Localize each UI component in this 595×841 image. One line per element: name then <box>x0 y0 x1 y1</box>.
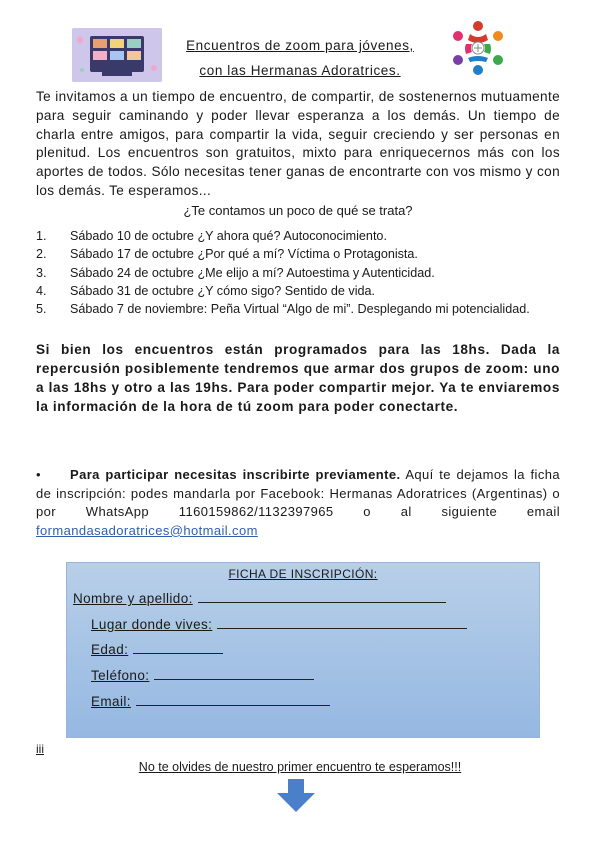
age-field[interactable] <box>91 641 223 657</box>
people-circle-logo <box>448 18 508 78</box>
phone-field[interactable] <box>91 667 314 683</box>
list-item-number: 5. <box>36 302 47 317</box>
place-line[interactable] <box>217 616 467 629</box>
name-label: Nombre y apellido: <box>73 591 193 606</box>
title-line-2: con las Hermanas Adoratrices. <box>199 63 401 78</box>
form-title: FICHA DE INSCRIPCIÓN: <box>228 567 378 581</box>
participation-text: Aquí te dejamos la ficha de inscripción: podes mandarla por Facebook: Hermanas Adoratrices (Argentinas) o por WhatsApp 1160159862/1132397965 o al siguiente email <box>36 467 560 520</box>
list-item-number: 2. <box>36 247 47 262</box>
down-arrow-icon <box>277 779 315 812</box>
list-item-text: Sábado 31 de octubre ¿Y cómo sigo? Sentido de vida. <box>70 283 376 298</box>
schedule-list <box>36 227 560 318</box>
email-label: Email: <box>91 694 131 709</box>
bullet: • <box>36 467 41 482</box>
reminder-text: No te olvides de nuestro primer encuentro te esperamos!!! <box>138 760 462 774</box>
email-field[interactable] <box>91 693 330 709</box>
list-item-number: 4. <box>36 283 47 298</box>
list-item-text: Sábado 17 de octubre ¿Por qué a mí? Víctima o Protagonista. <box>70 247 418 262</box>
name-line[interactable] <box>198 590 446 603</box>
title-line-1: Encuentros de zoom para jóvenes, <box>186 38 414 53</box>
video-call-illustration <box>72 28 162 82</box>
list-item <box>36 282 560 300</box>
list-item-text: Sábado 7 de noviembre: Peña Virtual “Algo de mi”. Desplegando mi potencialidad. <box>70 302 530 317</box>
age-line[interactable] <box>133 641 223 654</box>
participation-lead: Para participar necesitas inscribirte previamente. <box>70 467 401 482</box>
list-item <box>36 227 560 245</box>
list-item <box>36 300 560 318</box>
place-field[interactable] <box>91 616 467 632</box>
email-link[interactable]: formandasadoratrices@hotmail.com <box>36 522 258 538</box>
list-item-number: 1. <box>36 229 47 243</box>
list-item-text: Sábado 24 de octubre ¿Me elijo a mí? Autoestima y Autenticidad. <box>70 265 435 280</box>
intro-paragraph: Te invitamos a un tiempo de encuentro, de compartir, de sostenernos mutuamente para seguir caminando y poder llevar esperanza a los demás. Un tiempo de charla entre amigos, para compartir la vida, seguir creciendo y ser personas en plenitud. Los encuentros son gratuitos, mixto para enriquecernos más con los aportes de todos. Sólo necesitas tener ganas de encontrarte con vos mismo y con los demás. Te esperamos... <box>36 89 560 198</box>
question-heading: ¿Te contamos un poco de qué se trata? <box>183 203 413 218</box>
schedule-info-paragraph: Si bien los encuentros están programados para las 18hs. Dada la repercusión posiblemente tendremos que armar dos grupos de zoom: uno a las 18hs y otro a las 19hs. Para poder compartir mejor. Ya te enviaremos la información de la hora de tú zoom para poder conectarte. <box>36 342 560 414</box>
list-item-number: 3. <box>36 265 47 280</box>
registration-form <box>66 562 540 738</box>
name-field[interactable] <box>73 590 446 606</box>
participation-paragraph <box>36 466 560 540</box>
place-label: Lugar donde vives: <box>91 617 213 632</box>
list-item-text: Sábado 10 de octubre ¿Y ahora qué? Autoconocimiento. <box>70 229 387 243</box>
phone-label: Teléfono: <box>91 668 150 683</box>
list-item <box>36 264 560 282</box>
age-label: Edad: <box>91 642 129 657</box>
phone-line[interactable] <box>154 667 314 680</box>
email-line[interactable] <box>136 693 330 706</box>
footer-mark: iii <box>36 742 44 756</box>
list-item <box>36 245 560 263</box>
